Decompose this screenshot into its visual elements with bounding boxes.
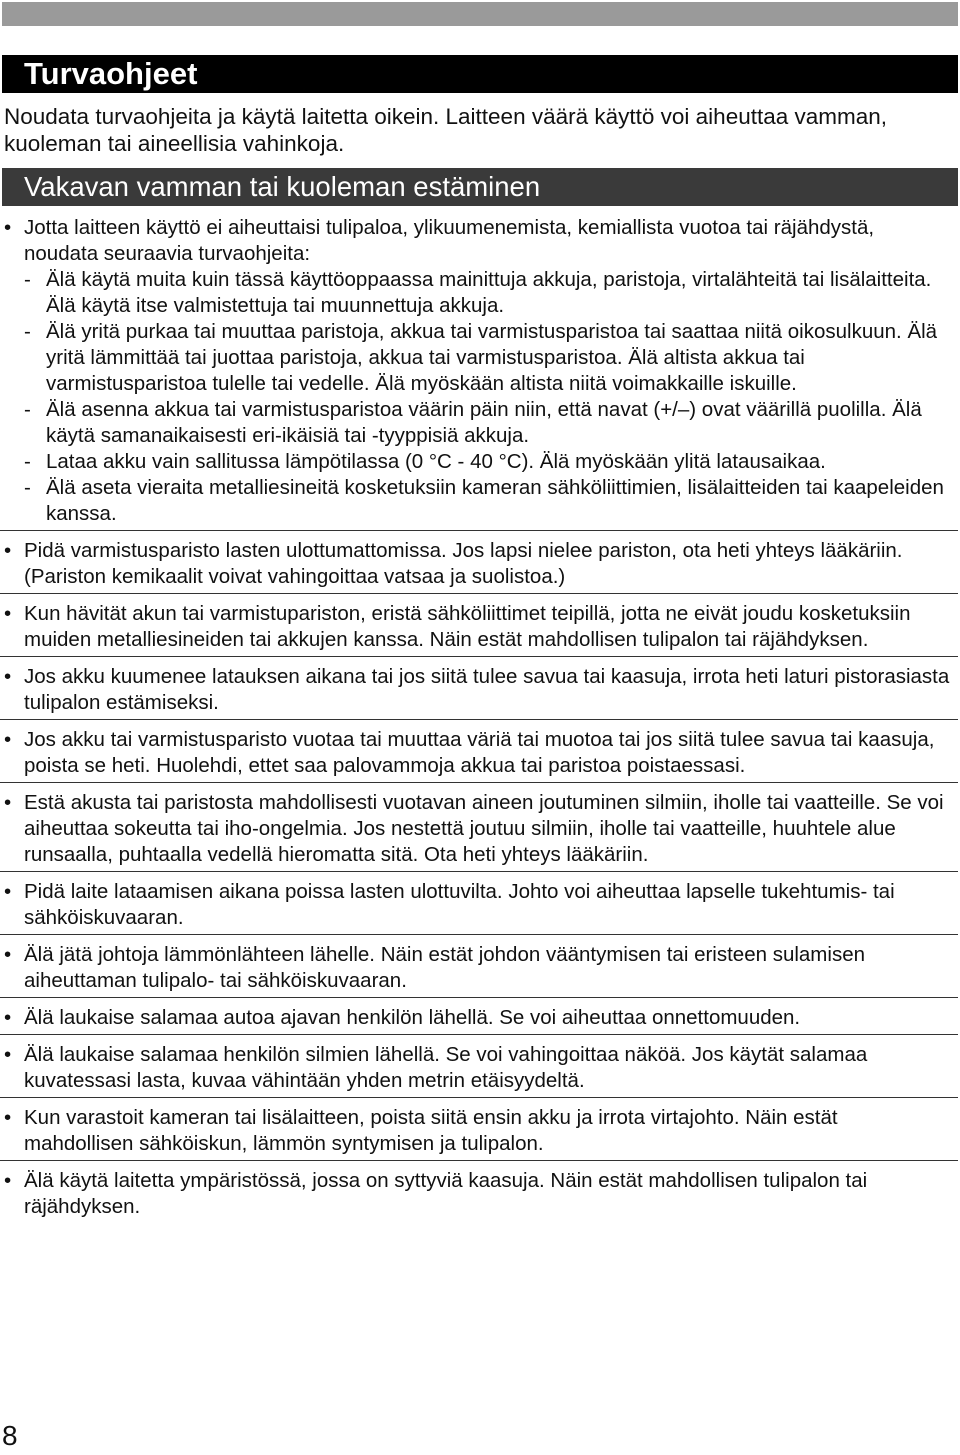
page-number: 8: [2, 1420, 18, 1451]
sub-list-item: [24, 267, 952, 319]
section-header: [2, 168, 958, 206]
intro-text: Noudata turvaohjeita ja käytä laitetta oikein. Laitteen väärä käyttö voi aiheuttaa vamman, kuoleman tai aineellisia vahinkoja.: [4, 104, 888, 156]
bullet-icon: •: [4, 216, 12, 239]
list-item: [0, 942, 958, 998]
bullet-icon: •: [4, 880, 12, 903]
bullet-icon: •: [4, 602, 12, 625]
bullet-icon: •: [4, 1169, 12, 1192]
list-item: [0, 1042, 958, 1098]
list-item-text: Jos akku kuumenee latauksen aikana tai jos siitä tulee savua tai kaasuja, irrota heti laturi pistorasiasta tulipalon estämiseksi.: [24, 665, 950, 714]
list-item-text: Kun hävität akun tai varmistupariston, eristä sähköliittimet teipillä, jotta ne eivät joudu kosketuksiin muiden metalliesineiden tai akkujen kanssa. Näin estät mahdollisen tulipalon tai räjähdyksen.: [24, 602, 911, 651]
bullet-icon: •: [4, 1043, 12, 1066]
dash-icon: -: [24, 398, 31, 421]
list-item: [0, 1105, 958, 1161]
title-bar: [2, 55, 958, 93]
dash-icon: -: [24, 450, 31, 473]
list-item-text: Älä käytä laitetta ympäristössä, jossa on syttyviä kaasuja. Näin estät mahdollisen tulipalon tai räjähdyksen.: [24, 1169, 868, 1218]
sub-list-item: [24, 397, 952, 449]
list-item-text: Älä jätä johtoja lämmönlähteen lähelle. Näin estät johdon vääntymisen tai eristeen sulamisen aiheuttaman tulipalo- tai sähköiskuvaaran.: [24, 943, 865, 992]
list-item-text: Pidä laite lataamisen aikana poissa lasten ulottuvilta. Johto voi aiheuttaa lapselle tukehtumis- tai sähköiskuvaaran.: [24, 880, 895, 929]
list-item: [0, 664, 958, 720]
bullet-icon: •: [4, 1106, 12, 1129]
sub-list-item-text: Älä asenna akkua tai varmistusparistoa väärin päin niin, että navat (+/–) ovat väärillä puolilla. Älä käytä samanaikaisesti eri-ikäisiä tai -tyyppisiä akkuja.: [46, 398, 922, 447]
list-item: [0, 790, 958, 872]
bullet-icon: •: [4, 943, 12, 966]
bullet-icon: •: [4, 728, 12, 751]
dash-icon: -: [24, 268, 31, 291]
list-item: [0, 215, 958, 531]
bullet-icon: •: [4, 791, 12, 814]
list-item-text: Pidä varmistusparisto lasten ulottumattomissa. Jos lapsi nielee pariston, ota heti yhteys lääkäriin. (Pariston kemikaalit voivat vahingoittaa vatsaa ja suolistoa.): [24, 539, 903, 588]
sub-list-item-text: Älä aseta vieraita metalliesineitä kosketuksiin kameran sähköliittimien, lisälaitteiden tai kaapeleiden kanssa.: [46, 476, 944, 525]
sub-list-item: [24, 319, 952, 397]
list-item-text: Älä laukaise salamaa autoa ajavan henkilön lähellä. Se voi aiheuttaa onnettomuuden.: [24, 1006, 801, 1029]
dash-icon: -: [24, 320, 31, 343]
sub-list-item-text: Lataa akku vain sallitussa lämpötilassa (0 °C - 40 °C). Älä myöskään ylitä latausaikaa.: [46, 450, 826, 473]
list-item: [0, 727, 958, 783]
page-title: Turvaohjeet: [24, 56, 198, 91]
sub-list-item: [24, 475, 952, 527]
list-item-text: Estä akusta tai paristosta mahdollisesti vuotavan aineen joutuminen silmiin, iholle tai vaatteille. Se voi aiheuttaa sokeutta tai iho-ongelmia. Jos nestettä joutuu silmiin, iholle tai vaatteille, huuhtele alue runsaalla, puhtaalla vedellä hieromatta sitä. Ota heti yhteys lääkäriin.: [24, 791, 944, 866]
section-title: Vakavan vamman tai kuoleman estäminen: [24, 171, 541, 202]
safety-list: [0, 215, 958, 1230]
header-decor-bar: [2, 2, 958, 26]
sub-list-item-text: Älä käytä muita kuin tässä käyttöoppaassa mainittuja akkuja, paristoja, virtalähteitä tai lisälaitteita. Älä käytä itse valmistettuja tai muunnettuja akkuja.: [46, 268, 932, 317]
list-item: [0, 538, 958, 594]
list-item: [0, 1005, 958, 1035]
list-item-text: Älä laukaise salamaa henkilön silmien lähellä. Se voi vahingoittaa näköä. Jos käytät salamaa kuvatessasi lasta, kuvaa vähintään yhden metrin etäisyydeltä.: [24, 1043, 868, 1092]
bullet-icon: •: [4, 665, 12, 688]
list-item: [0, 879, 958, 935]
sub-list-item: [24, 449, 952, 475]
dash-icon: -: [24, 476, 31, 499]
list-item-text: Jotta laitteen käyttö ei aiheuttaisi tulipaloa, ylikuumenemista, kemiallista vuotoa tai räjähdystä, noudata seuraavia turvaohjeita:: [24, 216, 875, 265]
bullet-icon: •: [4, 539, 12, 562]
list-item: [0, 1168, 958, 1223]
bullet-icon: •: [4, 1006, 12, 1029]
sub-list-item-text: Älä yritä purkaa tai muuttaa paristoja, akkua tai varmistusparistoa tai saattaa niitä oikosulkuun. Älä yritä lämmittää tai juottaa paristoja, akkua tai varmistusparistoa. Älä altista akkua tai varmistusparistoa tulelle tai vedelle. Älä myöskään altista niitä voimakkaille iskuille.: [46, 320, 938, 395]
list-item-text: Jos akku tai varmistusparisto vuotaa tai muuttaa väriä tai muotoa tai jos siitä tulee savua tai kaasuja, poista se heti. Huolehdi, ettet saa palovammoja akkua tai paristoa poistaessasi.: [24, 728, 935, 777]
list-item-text: Kun varastoit kameran tai lisälaitteen, poista siitä ensin akku ja irrota virtajohto. Näin estät mahdollisen sähköiskun, lämmön syntymisen ja tulipalon.: [24, 1106, 838, 1155]
list-item: [0, 601, 958, 657]
